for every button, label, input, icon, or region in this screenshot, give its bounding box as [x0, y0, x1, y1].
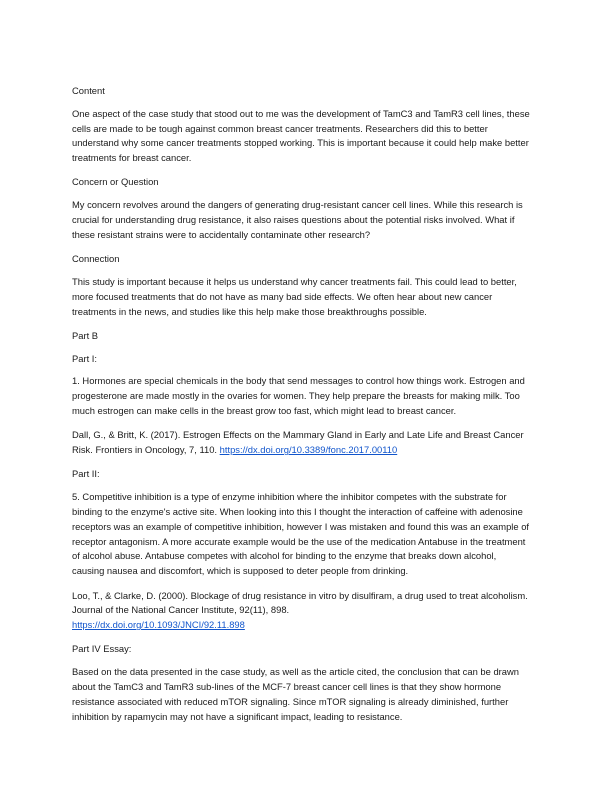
connection-paragraph: This study is important because it helps us understand why cancer treatments fail. This could lead to better, more focused treatments that do not have as many bad side effects. We often hear about new cancer treatments in the news, and studies like this help make those breakthroughs possible. — [72, 275, 517, 317]
part-b-heading: Part B — [72, 329, 99, 341]
part-i-paragraph: 1. Hormones are special chemicals in the body that send messages to control how things work. Estrogen and progesterone are made mostly in the ovaries for women. They help prepare the breasts for making milk. Too much estrogen can make cells in the breast grow too fast, which might lead to breast cancer. — [72, 375, 525, 417]
part-iv-heading: Part IV Essay: — [72, 643, 132, 655]
part-ii-citation-text: Loo, T., & Clarke, D. (2000). Blockage of drug resistance in vitro by disulfiram, a drug used to treat alcoholism. Journal of the National Cancer Institute, 92(11), 898. — [72, 589, 528, 616]
connection-heading: Connection — [72, 253, 120, 265]
part-ii-heading: Part II: — [72, 468, 100, 480]
concern-heading: Concern or Question — [72, 176, 159, 188]
content-heading: Content — [72, 85, 105, 96]
part-iv-paragraph: Based on the data presented in the case study, as well as the article cited, the conclusion that can be drawn about the TamC3 and TamR3 sub-lines of the MCF-7 breast cancer cell lines is that they show hormone resistance associated with reduced mTOR signaling. Since mTOR signaling is already diminished, further inhibition by rapamycin may not have a significant impact, leading to resistance. — [72, 666, 519, 722]
part-i-citation-link[interactable]: https://dx.doi.org/10.3389/fonc.2017.00110 — [219, 444, 398, 456]
concern-paragraph: My concern revolves around the dangers of generating drug-resistant cancer cell lines. While this research is crucial for understanding drug resistance, it also raises questions about the potential risks involved. What if these resistant strains were to accidentally contaminate other research? — [72, 199, 523, 240]
part-i-citation-text: Dall, G., & Britt, K. (2017). Estrogen Effects on the Mammary Gland in Early and Late Life and Breast Cancer Risk. Frontiers in Oncology, 7, 110. — [72, 429, 524, 456]
part-ii-paragraph: 5. Competitive inhibition is a type of enzyme inhibition where the inhibitor competes with the substrate for binding to the enzyme's active site. When looking into this I thought the interaction of caffeine with adenosine receptors was an example of competitive inhibition, however I was mistaken and found this was an example of receptor antagonism. A more accurate example would be the use of the medication Antabuse in the treatment of alcohol abuse. Antabuse competes with alcohol for binding to the enzyme that breaks down alcohol, causing nausea and discomfort, which is supposed to deter people from drinking. — [72, 491, 530, 577]
part-i-citation — [72, 428, 530, 458]
part-i-heading: Part I: — [72, 352, 98, 364]
document-page — [72, 84, 530, 734]
part-ii-citation-link[interactable]: https://dx.doi.org/10.1093/JNCI/92.11.898 — [72, 619, 245, 631]
content-paragraph: One aspect of the case study that stood out to me was the development of TamC3 and TamR3 cell lines, these cells are made to be tough against common breast cancer treatments. Researchers did this to better understand why some cancer treatments stopped working. This is important because it could help make better treatments for breast cancer. — [72, 107, 530, 164]
part-ii-citation — [72, 589, 530, 633]
